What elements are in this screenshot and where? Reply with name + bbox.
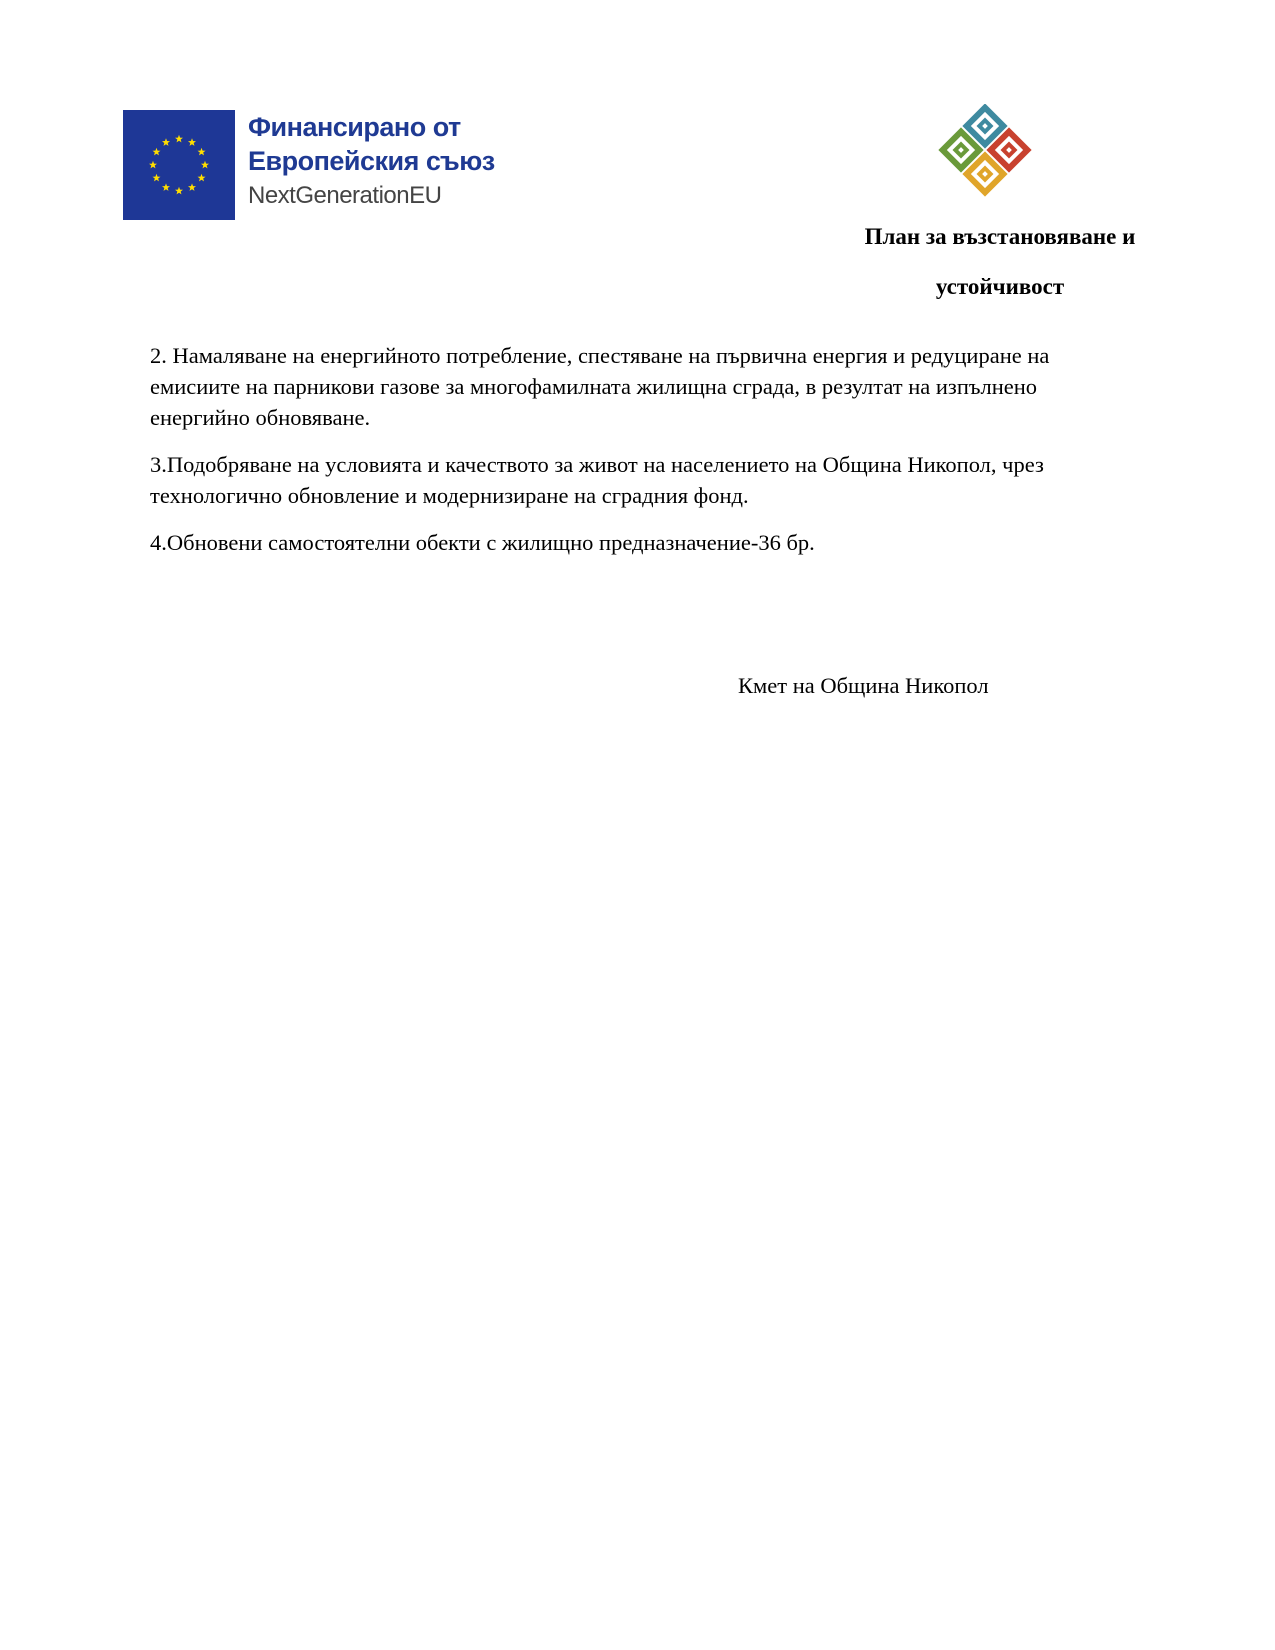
paragraph-4: 4.Обновени самостоятелни обекти с жилищно предназначение-36 бр. <box>150 530 815 555</box>
eu-star-icon <box>198 148 206 156</box>
eu-star-icon <box>162 183 170 191</box>
eu-star-icon <box>198 174 206 182</box>
document-body <box>150 340 1130 574</box>
eu-star-icon <box>149 161 157 169</box>
plan-title <box>800 212 1200 312</box>
eu-funding-text <box>248 110 495 214</box>
plan-title-line1: План за възстановяване и <box>864 224 1136 249</box>
recovery-plan-ornament-icon <box>925 104 1045 204</box>
paragraph-2: 2. Намаляване на енергийното потребление, спестяване на първична енергия и редуциране на емисиите на парникови газове за многофамилната жилищна сграда, в резултат на изпълнено енергийно обновяване. <box>150 343 1050 430</box>
plan-title-line2: устойчивост <box>935 274 1065 299</box>
eu-star-icon <box>188 183 196 191</box>
eu-star-icon <box>152 148 160 156</box>
eu-star-icon <box>175 187 183 195</box>
mayor-signature-line: Кмет на Община Никопол <box>738 673 989 698</box>
eu-star-icon <box>162 138 170 146</box>
eu-funding-line1: Финансирано от <box>248 112 461 142</box>
eu-flag-icon <box>123 110 235 220</box>
eu-funding-logo <box>123 110 495 222</box>
eu-funding-line3: NextGenerationEU <box>248 182 442 209</box>
eu-star-icon <box>201 161 209 169</box>
eu-star-icon <box>152 174 160 182</box>
eu-star-icon <box>175 135 183 143</box>
eu-star-icon <box>188 138 196 146</box>
eu-funding-line2: Европейския съюз <box>248 146 495 176</box>
paragraph-3: 3.Подобряване на условията и качеството за живот на населението на Община Никопол, чрез технологично обновление и модернизиране на сградния фонд. <box>150 452 1044 508</box>
